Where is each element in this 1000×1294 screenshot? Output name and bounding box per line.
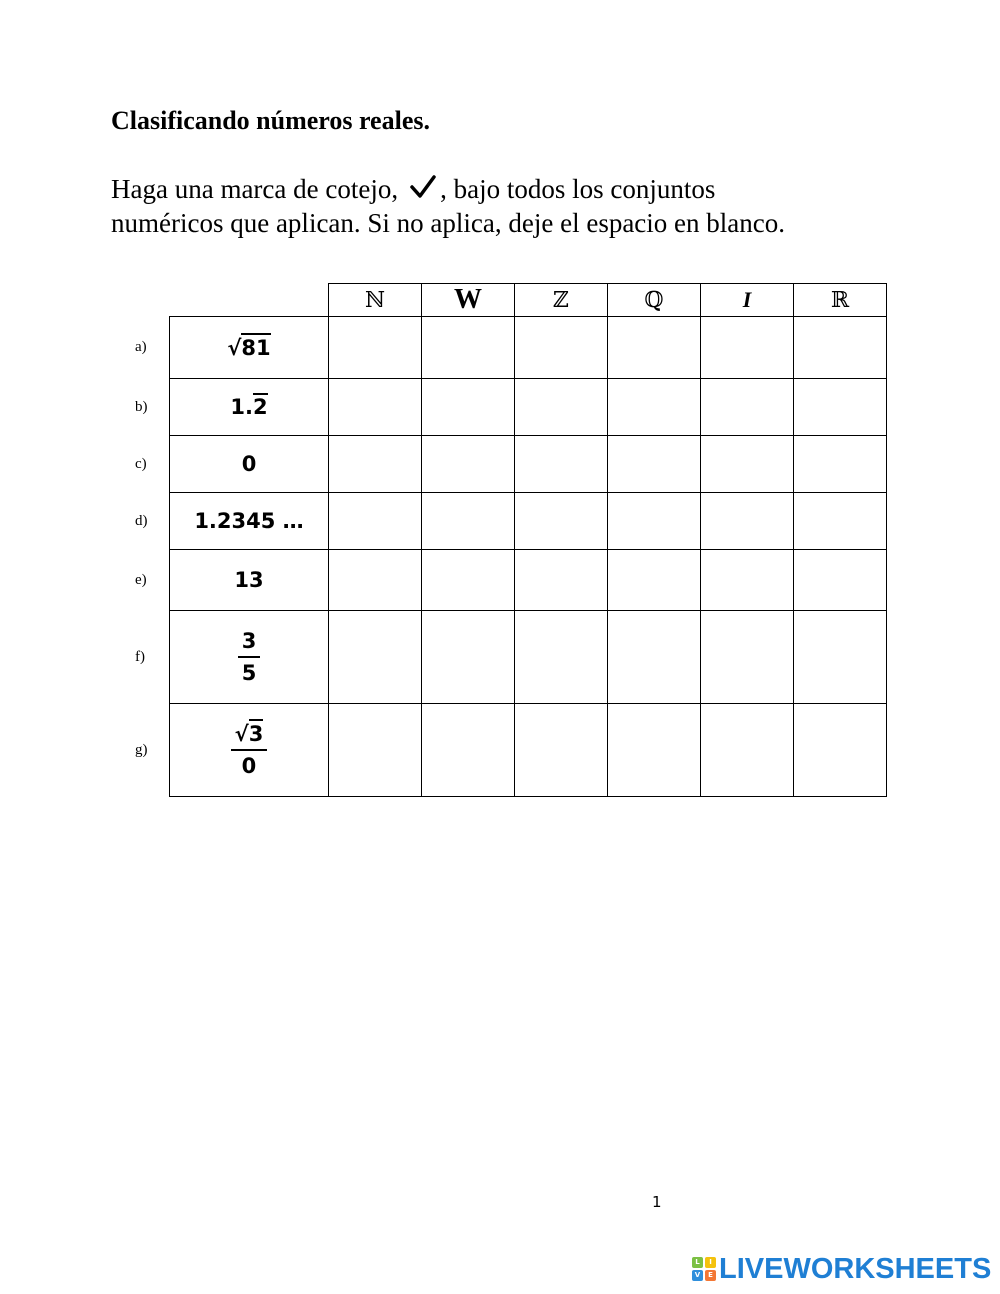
instructions-line-1: [111, 172, 891, 206]
fraction: [231, 719, 268, 781]
table-row: [170, 493, 887, 550]
answer-cell[interactable]: [329, 704, 422, 797]
answer-cell[interactable]: [329, 317, 422, 379]
corner-cell: [170, 284, 329, 317]
integer-part: 1.: [230, 395, 253, 419]
number-cell-a: [170, 317, 329, 379]
row-label: d): [135, 513, 148, 529]
radicand: 81: [241, 333, 270, 360]
answer-cell[interactable]: [794, 611, 887, 704]
header-reals: ℝ: [794, 284, 887, 317]
row-label: g): [135, 742, 148, 758]
answer-cell[interactable]: [422, 317, 515, 379]
instructions-line-2: numéricos que aplican. Si no aplica, deje el espacio en blanco.: [111, 208, 785, 238]
numerator: [231, 719, 268, 751]
answer-cell[interactable]: [515, 550, 608, 611]
sqrt-sign: √: [227, 335, 242, 360]
answer-cell[interactable]: [701, 550, 794, 611]
table-row: [170, 550, 887, 611]
number-cell-f: [170, 611, 329, 704]
answer-cell[interactable]: [701, 379, 794, 436]
liveworksheets-logo: [692, 1253, 991, 1285]
header-rationals: ℚ: [608, 284, 701, 317]
table-row: [170, 379, 887, 436]
instructions-text-b: , bajo todos los conjuntos: [440, 174, 716, 204]
row-label: a): [135, 339, 147, 355]
answer-cell[interactable]: [608, 704, 701, 797]
answer-cell[interactable]: [608, 317, 701, 379]
answer-cell[interactable]: [422, 550, 515, 611]
answer-cell[interactable]: [329, 379, 422, 436]
number-cell-c: 0: [170, 436, 329, 493]
answer-cell[interactable]: [422, 493, 515, 550]
answer-cell[interactable]: [329, 611, 422, 704]
worksheet-title: Clasificando números reales.: [111, 106, 430, 135]
number-cell-d: 1.2345 …: [170, 493, 329, 550]
number-cell-e: 13: [170, 550, 329, 611]
instructions: [111, 172, 891, 240]
header-naturals: ℕ: [329, 284, 422, 317]
header-wholes: W: [422, 284, 515, 317]
answer-cell[interactable]: [794, 550, 887, 611]
answer-cell[interactable]: [329, 436, 422, 493]
row-label: e): [135, 572, 147, 588]
answer-cell[interactable]: [701, 611, 794, 704]
logo-mark-icon: L I V E: [692, 1257, 716, 1281]
instructions-text-a: Haga una marca de cotejo,: [111, 174, 399, 204]
answer-cell[interactable]: [515, 493, 608, 550]
table-row: [170, 436, 887, 493]
row-label: b): [135, 399, 148, 415]
answer-cell[interactable]: [422, 379, 515, 436]
answer-cell[interactable]: [515, 317, 608, 379]
answer-cell[interactable]: [608, 611, 701, 704]
answer-cell[interactable]: [794, 493, 887, 550]
header-integers: ℤ: [515, 284, 608, 317]
answer-cell[interactable]: [608, 379, 701, 436]
classification-table: [169, 283, 887, 797]
fraction: [238, 626, 261, 688]
header-row: [170, 284, 887, 317]
answer-cell[interactable]: [794, 704, 887, 797]
table-row: [170, 704, 887, 797]
answer-cell[interactable]: [515, 436, 608, 493]
answer-cell[interactable]: [701, 704, 794, 797]
number-cell-g: [170, 704, 329, 797]
row-label: c): [135, 456, 147, 472]
answer-cell[interactable]: [329, 493, 422, 550]
sqrt-sign: √: [234, 722, 249, 746]
answer-cell[interactable]: [701, 317, 794, 379]
repeating-digit: 2: [252, 395, 268, 419]
row-label: f): [135, 649, 145, 665]
radicand: 3: [249, 719, 264, 746]
header-irrationals: I: [701, 284, 794, 317]
answer-cell[interactable]: [422, 611, 515, 704]
answer-cell[interactable]: [608, 493, 701, 550]
numerator: 3: [238, 626, 261, 658]
brand-name: LIVEWORKSHEETS: [719, 1252, 992, 1285]
answer-cell[interactable]: [422, 436, 515, 493]
table-row: [170, 317, 887, 379]
answer-cell[interactable]: [329, 550, 422, 611]
answer-cell[interactable]: [794, 436, 887, 493]
answer-cell[interactable]: [794, 379, 887, 436]
answer-cell[interactable]: [515, 704, 608, 797]
denominator: 5: [241, 661, 257, 685]
answer-cell[interactable]: [794, 317, 887, 379]
number-cell-b: [170, 379, 329, 436]
table-row: [170, 611, 887, 704]
answer-cell[interactable]: [422, 704, 515, 797]
denominator: 0: [241, 754, 257, 778]
answer-cell[interactable]: [701, 493, 794, 550]
checkmark-icon: [408, 174, 438, 200]
answer-cell[interactable]: [515, 379, 608, 436]
answer-cell[interactable]: [701, 436, 794, 493]
answer-cell[interactable]: [608, 550, 701, 611]
answer-cell[interactable]: [608, 436, 701, 493]
answer-cell[interactable]: [515, 611, 608, 704]
page-number: 1: [652, 1193, 662, 1211]
